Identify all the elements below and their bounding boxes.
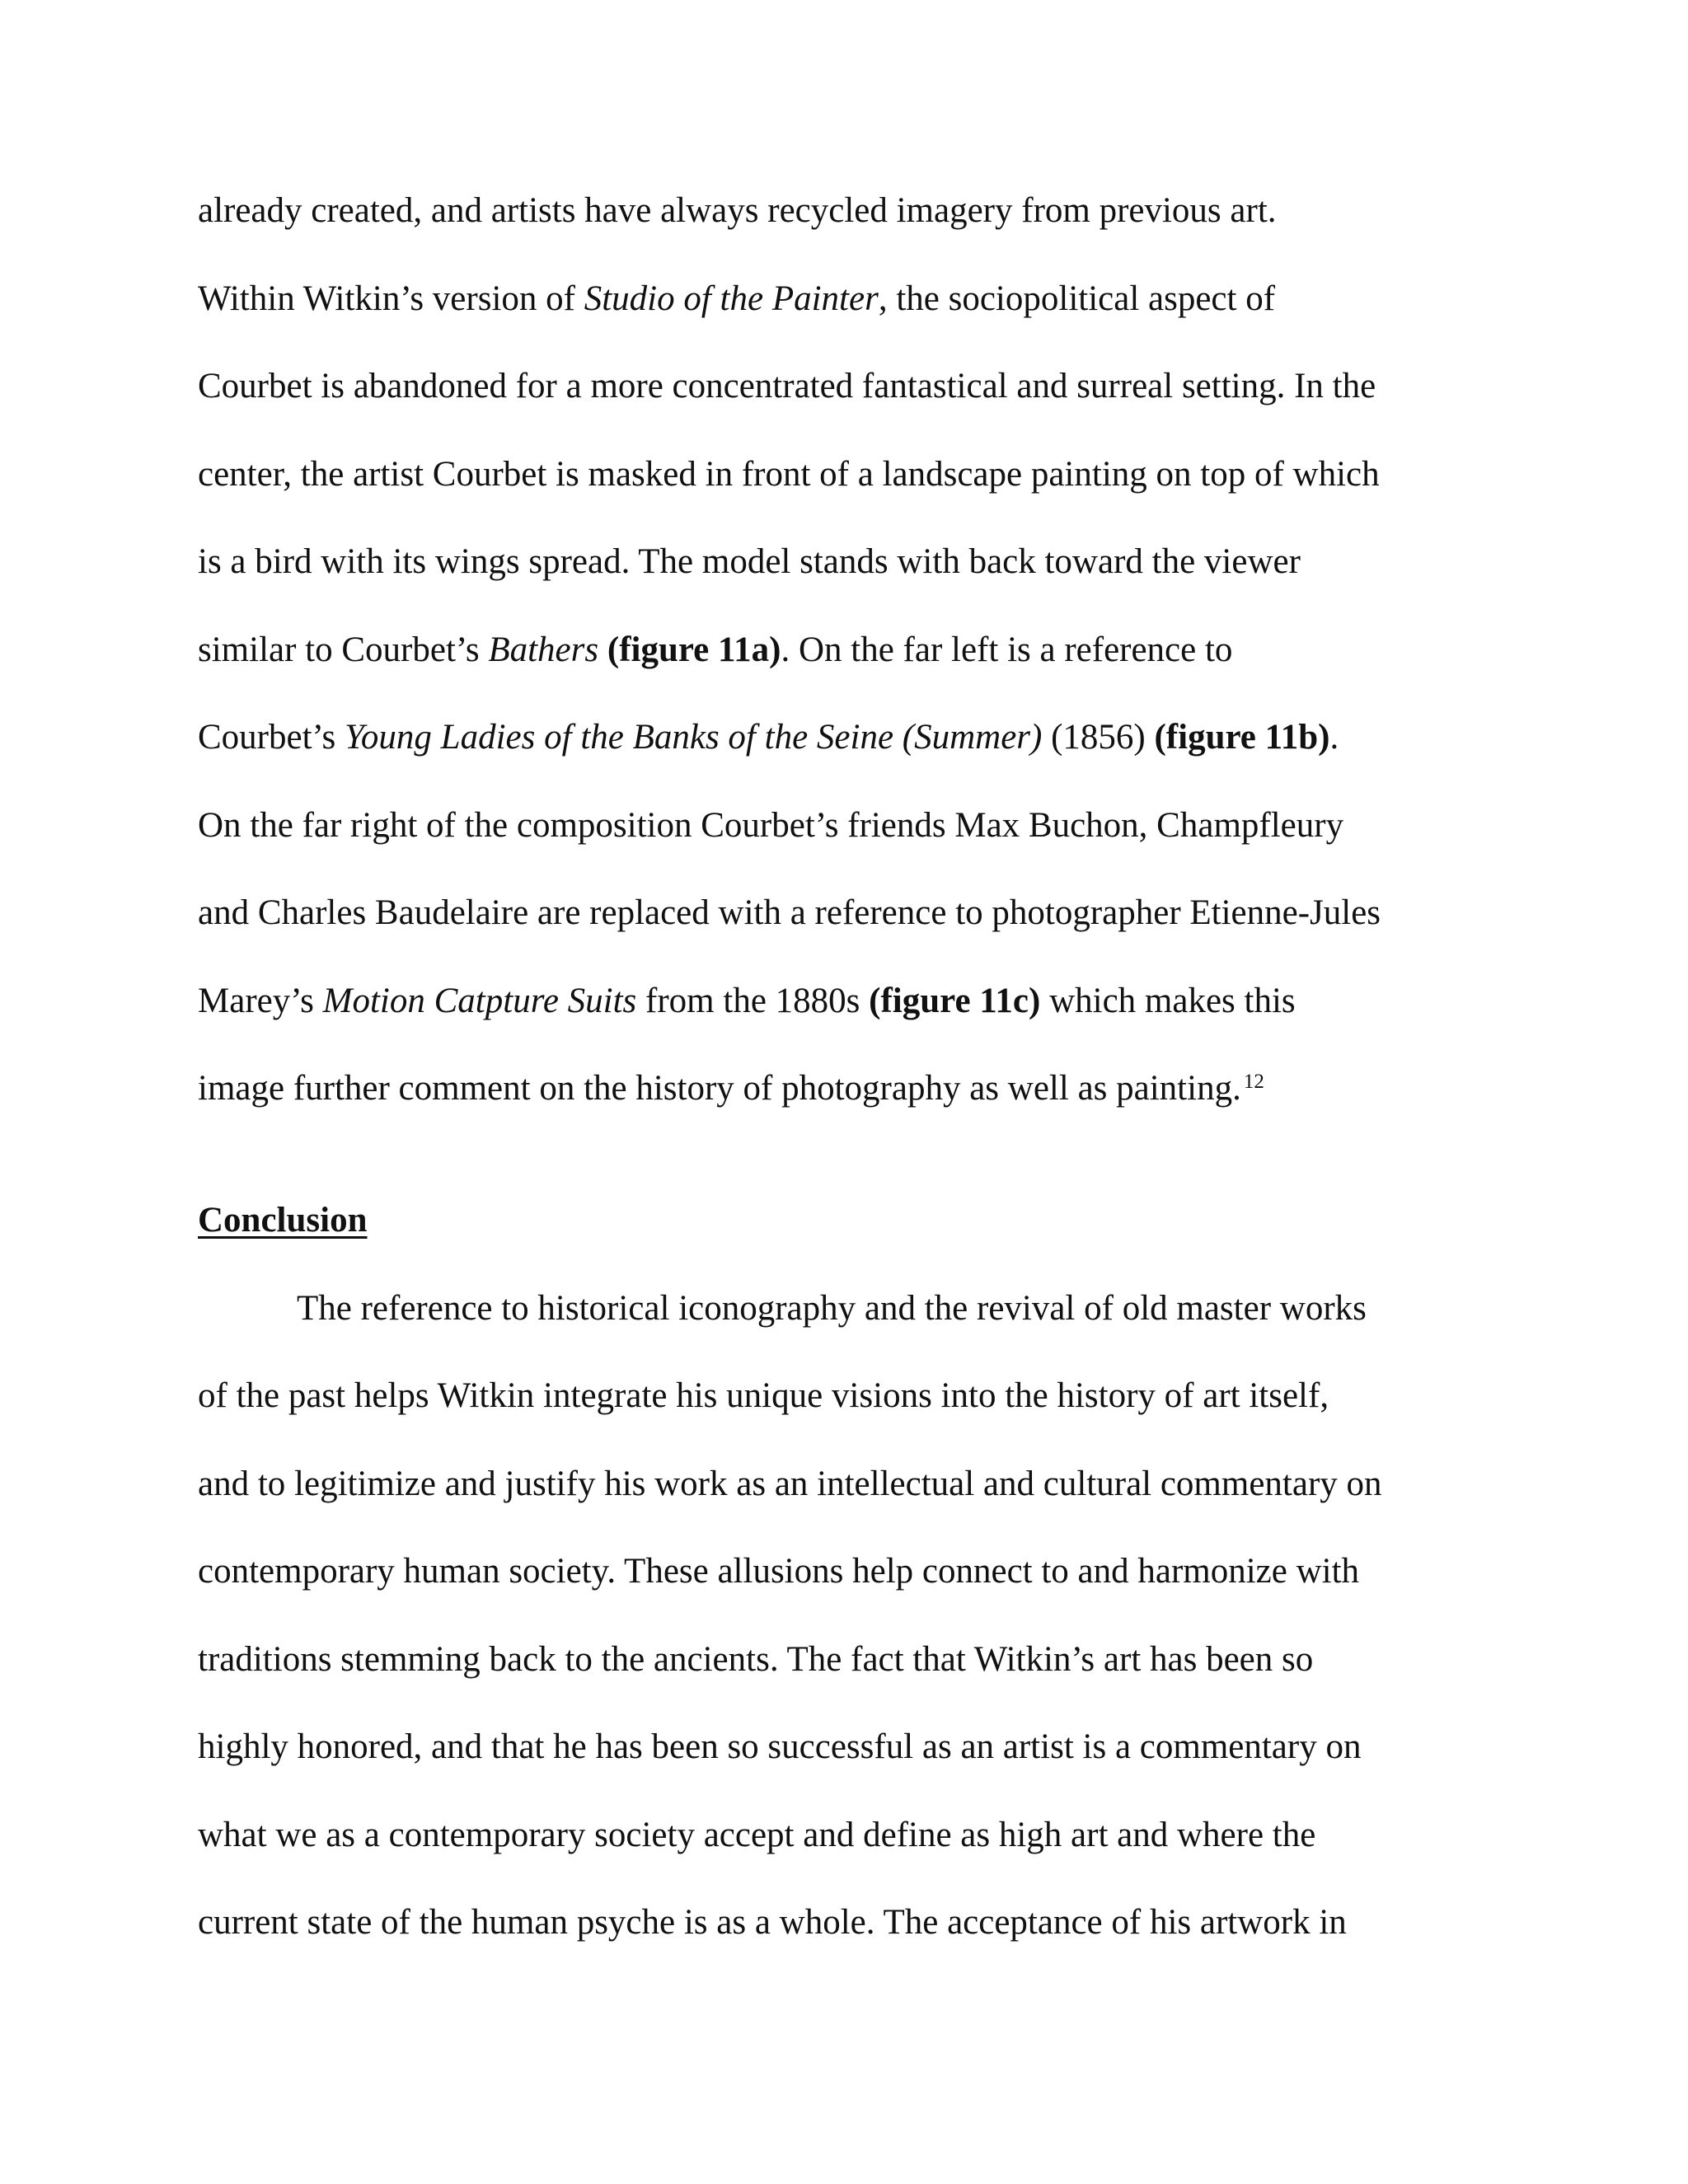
figure-reference: (figure 11b) — [1154, 718, 1330, 757]
body-line — [198, 715, 1339, 761]
body-line: The reference to historical iconography and the revival of old master works — [297, 1289, 1367, 1328]
text-run: Courbet’s — [198, 718, 345, 757]
body-line — [198, 1066, 1264, 1112]
text-run: Marey’s — [198, 982, 323, 1020]
text-run: similar to Courbet’s — [198, 630, 489, 669]
figure-reference: (figure 11c) — [869, 982, 1041, 1020]
artwork-title: Motion Catpture Suits — [322, 982, 637, 1020]
text-run: . — [1329, 718, 1339, 757]
body-line: current state of the human psyche is as a whole. The acceptance of his artwork in — [198, 1903, 1347, 1942]
text-run: , the sociopolitical aspect of — [878, 279, 1276, 318]
artwork-title: Bathers — [488, 630, 599, 669]
body-line: highly honored, and that he has been so successful as an artist is a commentary on — [198, 1727, 1362, 1766]
body-line: and to legitimize and justify his work as an intellectual and cultural commentary on — [198, 1465, 1382, 1503]
figure-reference: (figure 11a) — [607, 630, 781, 669]
text-run: image further comment on the history of photography as well as painting. — [198, 1069, 1241, 1108]
body-line — [198, 978, 1296, 1024]
body-line: is a bird with its wings spread. The model stands with back toward the viewer — [198, 542, 1301, 581]
body-line: contemporary human society. These allusions help connect to and harmonize with — [198, 1552, 1360, 1591]
body-line: of the past helps Witkin integrate his unique visions into the history of art itself, — [198, 1376, 1329, 1415]
body-line: already created, and artists have always recycled imagery from previous art. — [198, 191, 1277, 230]
text-run: . On the far left is a reference to — [781, 630, 1233, 669]
section-heading: Conclusion — [198, 1201, 368, 1240]
text-run: (1856) — [1042, 718, 1155, 757]
body-line: traditions stemming back to the ancients. The fact that Witkin’s art has been so — [198, 1640, 1314, 1679]
body-line: On the far right of the composition Courbet’s friends Max Buchon, Champfleury — [198, 806, 1344, 845]
artwork-title: Young Ladies of the Banks of the Seine (Summer) — [344, 718, 1043, 757]
body-line — [198, 276, 1275, 322]
text-run: which makes this — [1040, 982, 1296, 1020]
body-line: what we as a contemporary society accept and define as high art and where the — [198, 1816, 1316, 1854]
text-run: Within Witkin’s version of — [198, 279, 584, 318]
artwork-title: Studio of the Painter — [584, 279, 879, 318]
body-line: Courbet is abandoned for a more concentrated fantastical and surreal setting. In the — [198, 367, 1376, 405]
body-line: center, the artist Courbet is masked in front of a landscape painting on top of which — [198, 455, 1380, 494]
body-line — [198, 627, 1232, 673]
text-run: from the 1880s — [636, 982, 870, 1020]
text-run — [598, 630, 607, 669]
footnote-marker: 12 — [1243, 1071, 1264, 1093]
body-line: and Charles Baudelaire are replaced with a reference to photographer Etienne-Jules — [198, 893, 1381, 932]
